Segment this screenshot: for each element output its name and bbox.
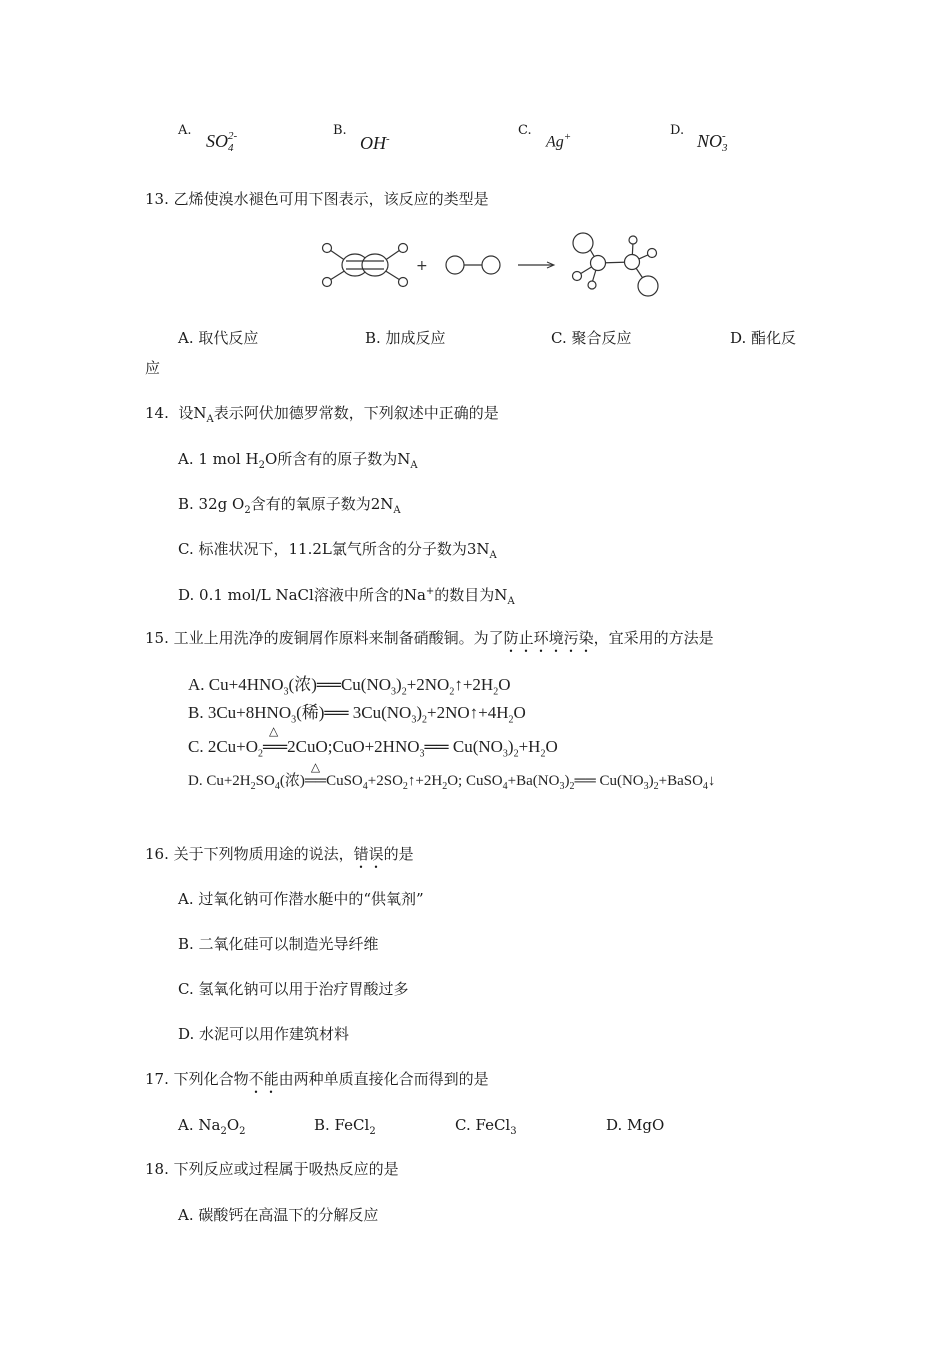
question-16-stem: 16. 关于下列物质用途的说法，错误的是 (145, 845, 414, 863)
option-c-silver-ion: Ag+ (546, 131, 572, 151)
heat-symbol: △ (310, 760, 321, 774)
question-17-option-b: B. FeCl$_2$ (314, 1116, 376, 1137)
question-17-option-c: C. FeCl$_3$ (455, 1116, 517, 1137)
question-17-option-a: A. $Na_2O_2$ (178, 1116, 246, 1137)
option-b-hydroxide-ion: OH- (360, 133, 390, 153)
option-c-polymerization: C. 聚合反应 (551, 329, 632, 347)
option-d-esterification: D. 酯化反 (730, 329, 797, 347)
question-16-option-a: A. 过氧化钠可作潜水艇中的“供氧剂” (178, 890, 424, 908)
equation-c: C. $2Cu+O_2$ △ $══2CuO;CuO+2HNO_3══$ $Cu(NO_3)_2+H_2O$ (188, 724, 558, 760)
bromine-molecule (446, 256, 500, 274)
question-18-stem: 18. 下列反应或过程属于吸热反应的是 (145, 1160, 399, 1178)
question-14-option-b: B. 32g $O_2$含有的氧原子数为$2N_A$ (178, 495, 401, 516)
ethylene-bromine-reaction-diagram (310, 228, 670, 300)
equation-a: A. $Cu+4HNO_3$(浓)$══Cu(NO_3)_2+2NO_2↑+2H_2O$ (188, 675, 511, 698)
question-13-stem: 13. 乙烯使溴水褪色可用下图表示，该反应的类型是 (145, 190, 489, 208)
question-14-option-c: C. 标准状况下，11.2L氯气所含的分子数为$3N_A$ (178, 540, 497, 561)
ethylene-molecule (323, 244, 408, 287)
question-14-option-d: D. 0.1 mol/L NaCl溶液中所含的Na+的数目为$N_A$ (178, 586, 515, 607)
option-a-substitution: A. 取代反应 (178, 329, 259, 347)
option-b-label: B. (333, 123, 347, 138)
question-14-option-a: A. 1 mol $H_2O$所含有的原子数为$N_A$ (178, 450, 418, 471)
question-17-stem: 17. 下列化合物不能由两种单质直接化合而得到的是 (145, 1070, 489, 1088)
option-d-nitrate-ion: NO - 3 (697, 130, 728, 154)
question-16-option-b: B. 二氧化硅可以制造光导纤维 (178, 935, 379, 953)
question-14-stem: 14. 设$N_A$表示阿伏加德罗常数，下列叙述中正确的是 (145, 404, 499, 425)
option-c-label: C. (518, 123, 532, 138)
option-a-label: A. (178, 123, 192, 138)
option-b-addition: B. 加成反应 (365, 329, 446, 347)
option-a-sulfate-ion: SO 2- 4 (206, 130, 238, 154)
dibromoethane-molecule (573, 233, 659, 296)
heat-symbol: △ (269, 724, 279, 738)
equation-b: B. $3Cu+8HNO_3$(稀)══ $3Cu(NO_3)_2+2NO↑+4H_2O$ (188, 703, 526, 726)
question-18-option-a: A. 碳酸钙在高温下的分解反应 (178, 1206, 379, 1224)
equation-d: D. $Cu+2H_2SO_4$(浓) △ $══CuSO_4+2SO_2↑+2H_2O$; $CuSO_4+Ba(NO_3)_2══$ $Cu(NO_3)_2+BaSO_4↓$ (188, 760, 716, 792)
question-15-stem: 15. 工业上用洗净的废铜屑作原料来制备硝酸铜。为了防止环境污染，宜采用的方法是 (145, 629, 714, 647)
question-17-option-d: D. MgO (606, 1116, 665, 1134)
question-16-option-d: D. 水泥可以用作建筑材料 (178, 1025, 350, 1043)
option-d-label: D. (670, 123, 685, 138)
option-d-wrap: 应 (145, 359, 161, 377)
plus-sign: + (416, 258, 428, 274)
question-16-option-c: C. 氢氧化钠可以用于治疗胃酸过多 (178, 980, 409, 998)
